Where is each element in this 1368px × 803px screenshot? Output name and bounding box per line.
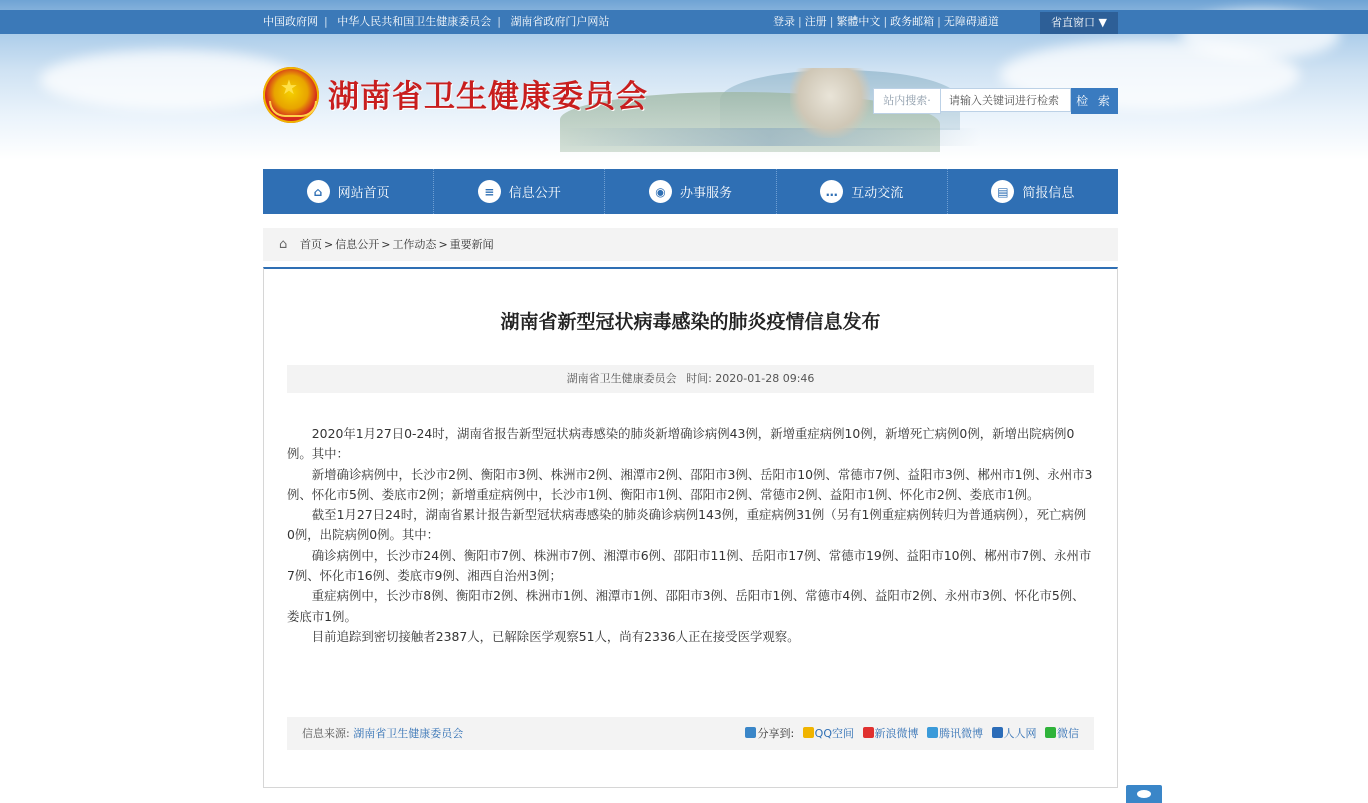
chat-icon: … (820, 180, 843, 203)
nav-label: 信息公开 (508, 186, 561, 201)
link-nhc[interactable]: 中华人民共和国卫生健康委员会 (337, 15, 492, 28)
water-decoration (560, 128, 980, 146)
nav-label: 网站首页 (337, 186, 390, 201)
account-links: 登录 | 注册 | 繁體中文 | 政务邮箱 | 无障碍通道 (773, 15, 999, 28)
article-title: 湖南省新型冠状病毒感染的肺炎疫情信息发布 (500, 311, 881, 333)
external-links: 中国政府网 | 中华人民共和国卫生健康委员会 | 湖南省政府门户网站 (263, 15, 610, 28)
article-paragraph: 2020年1月27日0-24时，湖南省报告新型冠状病毒感染的肺炎新增确诊病例43例，新增重症病例10例，新增死亡病例0例，新增出院病例0例。其中： (287, 426, 1075, 462)
nav-label: 办事服务 (680, 186, 733, 201)
tencent-weibo-icon (927, 727, 938, 738)
provincial-portal-dropdown[interactable]: 省直窗口 ▼ (1040, 12, 1118, 34)
nav-label: 简报信息 (1022, 186, 1075, 201)
share-qzone[interactable]: QQ空间 (803, 727, 854, 740)
service-icon: ◉ (649, 180, 672, 203)
top-link-bar (0, 10, 1368, 34)
breadcrumb-info-disclosure[interactable]: 信息公开 (335, 238, 380, 251)
weibo-icon (863, 727, 874, 738)
report-icon: ▤ (991, 180, 1014, 203)
link-hunan-gov[interactable]: 湖南省政府门户网站 (510, 15, 610, 28)
share-label: 分享到: (745, 727, 794, 740)
share-bar (740, 717, 1079, 750)
search-scope-label: 站内搜索· (873, 88, 941, 114)
breadcrumb: ⌂ 首页 > 信息公开 > 工作动态 > 重要新闻 (263, 228, 1118, 261)
search-input[interactable]: 请输入关键词进行检索 (941, 88, 1071, 112)
share-plus-icon (745, 727, 756, 738)
floating-feedback-button[interactable] (1126, 785, 1162, 803)
document-icon: ≡ (478, 180, 501, 203)
nav-label: 互动交流 (851, 186, 904, 201)
article-paragraph: 确诊病例中，长沙市24例、衡阳市7例、株洲市7例、湘潭市6例、邵阳市11例、岳阳市17例、常德市19例、益阳市10例、郴州市7例、永州市7例、怀化市16例、娄底市9例、湘西自治州3例； (287, 547, 1092, 584)
traditional-chinese-link[interactable]: 繁體中文 (836, 15, 881, 28)
article-paragraph: 重症病例中，长沙市8例、衡阳市2例、株洲市1例、湘潭市1例、邵阳市3例、岳阳市1例、常德市4例、益阳市2例、永州市3例、怀化市5例、娄底市1例。 (287, 588, 1085, 624)
home-icon: ⌂ (279, 237, 288, 252)
source-link[interactable]: 湖南省卫生健康委员会 (353, 727, 464, 740)
home-icon: ⌂ (307, 180, 330, 203)
article-meta (287, 365, 1094, 393)
share-tencent-weibo[interactable]: 腾讯微博 (927, 727, 983, 740)
cloud-decoration (40, 50, 300, 110)
site-title[interactable]: 湖南省卫生健康委员会 (328, 79, 648, 115)
article-publisher: 湖南省卫生健康委员会 (566, 372, 677, 385)
renren-icon (992, 727, 1003, 738)
nav-item-services[interactable] (605, 169, 776, 214)
link-gov-cn[interactable]: 中国政府网 (263, 15, 318, 28)
article-paragraph: 新增确诊病例中，长沙市2例、衡阳市3例、株洲市2例、湘潭市2例、邵阳市3例、岳阳市10例、常德市7例、益阳市3例、郴州市1例、永州市3例、怀化市5例、娄底市2例；新增重症病例中，长沙市1例、衡阳市1例、邵阳市2例、常德市2例、益阳市1例、怀化市2例、娄底市1例。 (287, 466, 1093, 502)
article-body (287, 424, 1094, 647)
nav-item-briefing[interactable] (948, 169, 1118, 214)
breadcrumb-home[interactable]: 首页 (300, 238, 322, 251)
time-label: 时间: (686, 372, 712, 385)
nav-item-home[interactable] (263, 169, 434, 214)
share-renren[interactable]: 人人网 (992, 727, 1037, 740)
article-panel (263, 267, 1118, 788)
accessibility-link[interactable]: 无障碍通道 (943, 15, 999, 28)
login-link[interactable]: 登录 (773, 15, 795, 28)
statue-image (790, 68, 870, 138)
article-paragraph: 截至1月27日24时，湖南省累计报告新型冠状病毒感染的肺炎确诊病例143例，重症病例31例（另有1例重症病例转归为普通病例），死亡病例0例，出院病例0例。其中： (287, 507, 1087, 543)
site-search (873, 88, 1118, 114)
gov-mail-link[interactable]: 政务邮箱 (890, 15, 935, 28)
share-wechat[interactable]: 微信 (1045, 727, 1079, 740)
national-emblem-icon: ★ (263, 67, 319, 123)
nav-item-info-disclosure[interactable] (434, 169, 605, 214)
wechat-icon (1045, 727, 1056, 738)
share-sina-weibo[interactable]: 新浪微博 (863, 727, 919, 740)
eye-icon (1137, 790, 1151, 798)
register-link[interactable]: 注册 (804, 15, 827, 28)
source-label: 信息来源: (302, 727, 350, 740)
article-time: 2020-01-28 09:46 (715, 372, 815, 385)
nav-item-interaction[interactable] (777, 169, 948, 214)
qzone-icon (803, 727, 814, 738)
breadcrumb-important-news[interactable]: 重要新闻 (449, 238, 494, 251)
article-footer (287, 717, 1094, 750)
search-button[interactable]: 检 索 (1071, 88, 1118, 114)
breadcrumb-work-news[interactable]: 工作动态 (392, 238, 437, 251)
article-paragraph: 目前追踪到密切接触者2387人，已解除医学观察51人，尚有2336人正在接受医学观察。 (311, 628, 800, 644)
info-source (302, 717, 463, 750)
main-nav (263, 169, 1118, 214)
